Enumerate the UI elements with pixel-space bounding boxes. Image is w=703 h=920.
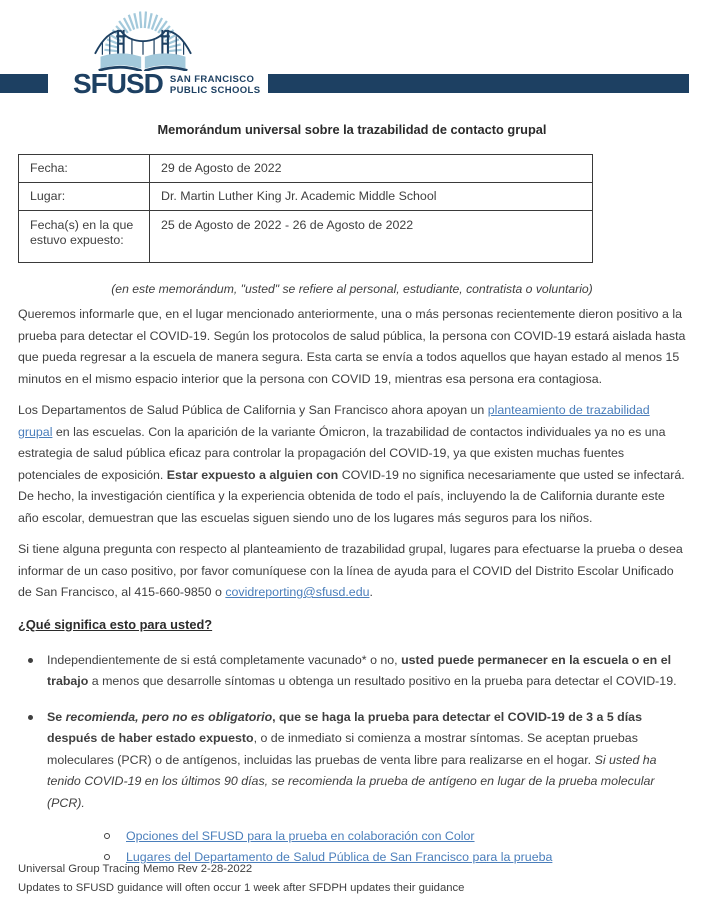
text-segment: , o de inmediato si comienza a mostrar síntomas. Se aceptan pruebas moleculares (PCR) o de antígenos, incluidas las pruebas de venta libre para realizarse en el hogar. [47,731,638,767]
circle-bullet-icon [104,833,110,839]
text-segment: en las escuelas. Con la aparición de la variante Ómicron, la trazabilidad de contactos individuales ya no es una estrategia de salud pública eficaz para controlar la propagación del COVID-19, ya que existen muchas fuentes potenciales de exposición. [18,424,666,482]
text-segment: . [369,585,373,599]
table-row [19,183,593,211]
text-segment: recomienda, pero no es obligatorio [65,709,273,724]
row-label: Fecha(s) en la que estuvo expuesto: [19,211,150,263]
text-segment: usted puede permanecer en la escuela o en el trabajo [47,652,672,688]
bullet-item [28,650,686,693]
section-heading: ¿Qué significa esto para usted? [18,616,213,632]
text-segment: , que se haga la prueba para detectar el COVID-19 de 3 a 5 días después de haber estado expuesto [47,709,642,745]
text-segment: Los Departamentos de Salud Pública de California y San Francisco ahora apoyan un [18,403,488,417]
table-row [19,211,593,263]
sfusd-logo [48,0,268,105]
row-value: Dr. Martin Luther King Jr. Academic Middle School [150,183,593,211]
bullet-text [47,707,686,815]
bridge-book-sunburst-icon [84,4,202,76]
logo-wordmark [73,68,266,99]
bullet-icon [28,715,33,720]
logo-org-name: SAN FRANCISCO PUBLIC SCHOOLS [169,74,261,96]
row-label: Lugar: [19,183,150,211]
sub-link-item [104,828,686,845]
bullet-text [47,650,686,693]
text-segment: COVID-19 no significa necesariamente que usted se infectará. De hecho, la investigación científica y la experiencia obtenida de todo el país, incluyendo la de California durante este año escolar, demuestran que las escuelas siguen siendo uno de los lugares más seguros para los niños. [18,467,685,525]
paragraph [18,400,686,529]
text-segment: a menos que desarrolle síntomas u obtenga un resultado positivo en la prueba para detectar el COVID-19. [88,674,677,688]
memo-body [0,122,703,866]
text-segment: Si usted ha tenido COVID-19 en los últimos 90 días, se recomienda la prueba de antígeno en lugar de la prueba molecular (PCR). [47,752,657,810]
row-label: Fecha: [19,155,150,183]
paragraph [18,304,686,390]
text-segment: Queremos informarle que, en el lugar mencionado anteriormente, una o más personas recientemente dieron positivo a la prueba para detectar el COVID-19. Según los protocolos de salud pública, la persona con COVID-19 estará aislada hasta que pueda regresar a la escuela de manera segura. Esta carta se envía a todos aquellos que hayan estado al menos 15 minutos en el mismo espacio interior que la persona con COVID 19, mientras esa persona era contagiosa. [18,307,686,386]
header [0,0,703,105]
info-table [18,154,593,263]
header-bar [268,74,689,93]
footer-line: Updates to SFUSD guidance will often occur 1 week after SFDPH updates their guidance [18,882,465,894]
testing-options-color-link[interactable]: Opciones del SFUSD para la prueba en colaboración con Color [126,829,475,843]
bullet-item [28,707,686,815]
footer-line: Universal Group Tracing Memo Rev 2-28-2022 [18,863,253,875]
row-value: 29 de Agosto de 2022 [150,155,593,183]
text-segment: Estar expuesto a alguien con [166,467,339,482]
logo-acronym: SFUSD [73,68,163,99]
memo-note: (en este memorándum, "usted" se refiere al personal, estudiante, contratista o voluntario) [111,282,593,296]
table-row [19,155,593,183]
group-tracing-link[interactable]: planteamiento de trazabilidad grupal [18,403,650,439]
text-segment: Si tiene alguna pregunta con respecto al planteamiento de trazabilidad grupal, lugares para efectuarse la prueba o desea informar de un caso positivo, por favor comuníquese con la línea de ayuda para el COVID del Distrito Escolar Unificado de San Francisco, al 415-660-9850 o [18,542,683,599]
text-segment: Independientemente de si está completamente vacunado* o no, [47,652,402,667]
row-value: 25 de Agosto de 2022 - 26 de Agosto de 2022 [150,211,593,263]
text-segment: Se [47,709,66,724]
header-bar [0,74,48,93]
paragraph [18,539,686,604]
covid-reporting-email-link[interactable]: covidreporting@sfusd.edu [225,585,370,599]
page-title: Memorándum universal sobre la trazabilidad de contacto grupal [157,122,547,137]
sfdph-testing-locations-link[interactable]: Lugares del Departamento de Salud Pública de San Francisco para la prueba [126,850,553,864]
bullet-icon [28,658,33,663]
bullet-list [18,650,686,815]
footer [18,860,464,898]
